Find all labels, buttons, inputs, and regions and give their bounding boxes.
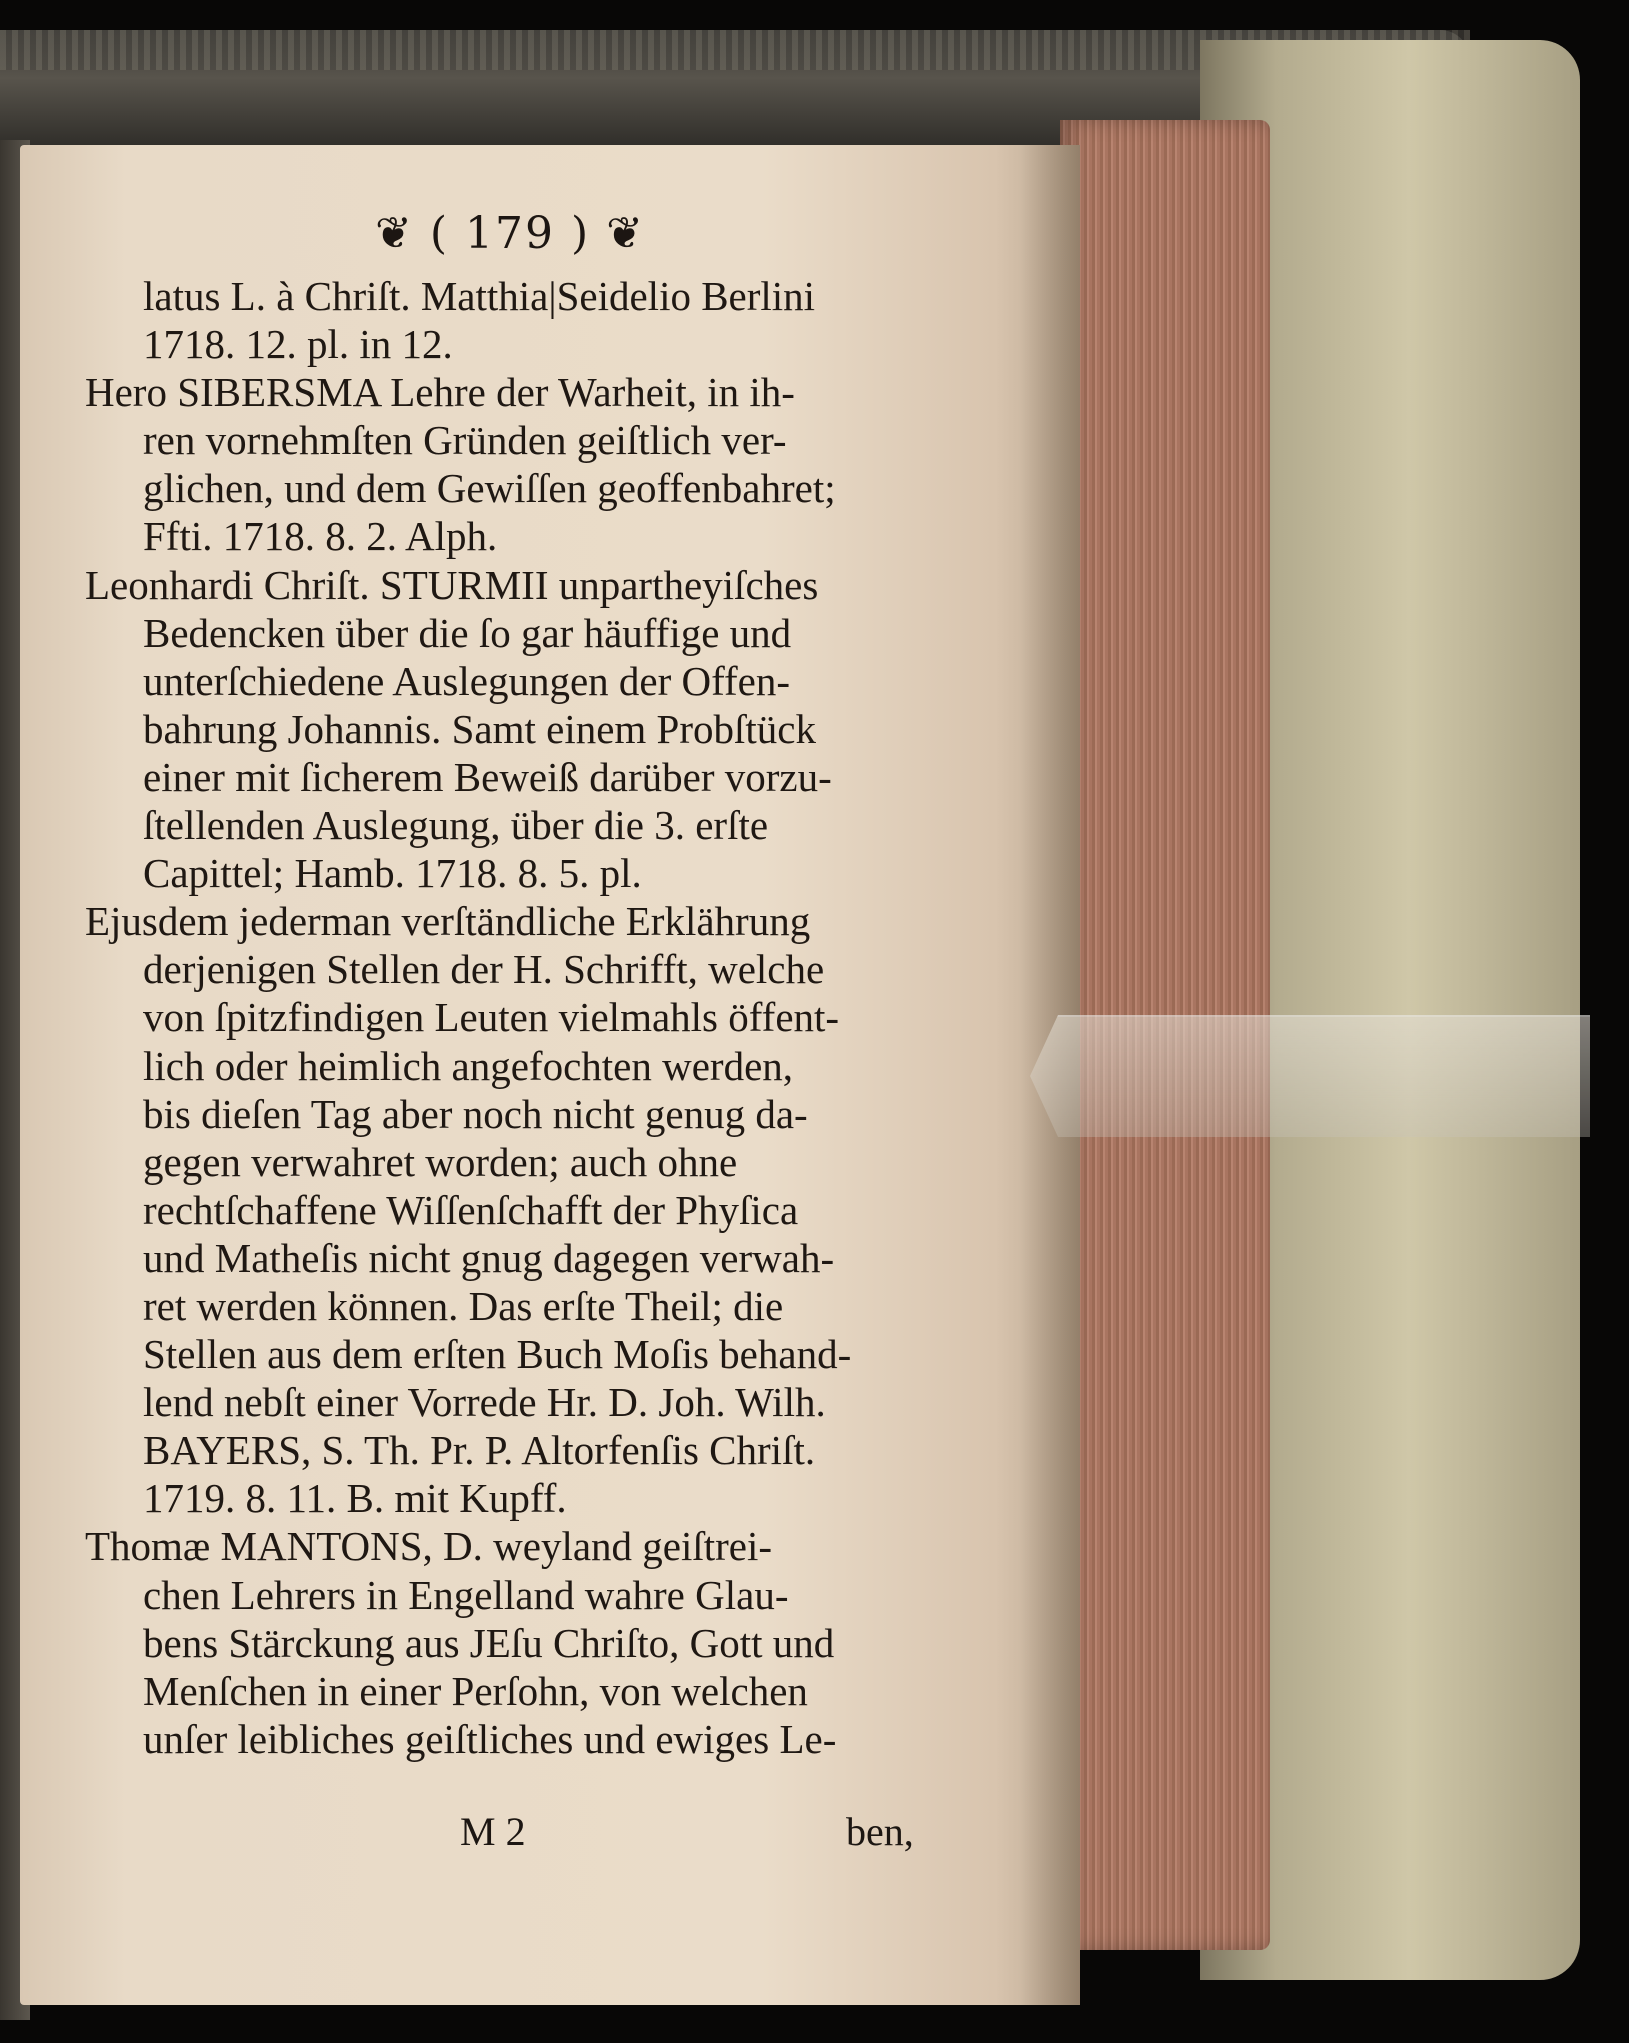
text-line: Menſchen in einer Perſohn, von welchen — [143, 1667, 808, 1714]
signature-mark: M 2 — [460, 1809, 526, 1854]
text-line: 1718. 12. pl. in 12. — [143, 321, 453, 368]
page-header: ❦ ( 179 ) ❦ — [375, 208, 645, 259]
text-line: ſtellenden Auslegung, über die 3. erſte — [143, 802, 769, 849]
text-line: Ffti. 1718. 8. 2. Alph. — [143, 513, 498, 560]
text-line: und Matheſis nicht gnug dagegen verwah- — [143, 1234, 835, 1281]
catchword: ben, — [846, 1809, 914, 1854]
text-line: einer mit ſicherem Beweiß darüber vorzu- — [143, 753, 832, 800]
bookmark-strip[interactable] — [1030, 1015, 1590, 1137]
text-line: Capittel; Hamb. 1718. 8. 5. pl. — [143, 850, 642, 897]
text-line: lend nebſt einer Vorrede Hr. D. Joh. Wilh. — [143, 1379, 826, 1426]
text-line: Stellen aus dem erſten Buch Moſis behand- — [143, 1331, 852, 1378]
text-line: Hero SIBERSMA Lehre der Warheit, in ih- — [85, 369, 795, 416]
text-line: ren vornehmſten Gründen geiſtlich ver- — [143, 417, 787, 464]
text-line: bens Stärckung aus JEſu Chriſto, Gott und — [143, 1619, 835, 1666]
page-text — [85, 272, 985, 1763]
text-line: chen Lehrers in Engelland wahre Glau- — [143, 1571, 789, 1618]
text-line: unſer leibliches geiſtliches und ewiges Le- — [143, 1715, 837, 1762]
text-line: rechtſchaffene Wiſſenſchafft der Phyſica — [143, 1186, 799, 1233]
text-line: lich oder heimlich angefochten werden, — [143, 1042, 794, 1089]
text-line: Leonhardi Chriſt. STURMII unpartheyiſches — [85, 561, 819, 608]
text-line: Thomæ MANTONS, D. weyland geiſtrei- — [85, 1523, 773, 1570]
text-line: 1719. 8. 11. B. mit Kupff. — [143, 1475, 567, 1522]
text-line: unterſchiedene Auslegungen der Offen- — [143, 657, 791, 704]
text-line: bahrung Johannis. Samt einem Probſtück — [143, 705, 816, 752]
text-line: glichen, und dem Gewiſſen geoffenbahret; — [143, 465, 836, 512]
text-line: Ejusdem jederman verſtändliche Erklährung — [85, 898, 811, 945]
text-line: derjenigen Stellen der H. Schrifft, welche — [143, 946, 825, 993]
text-line: BAYERS, S. Th. Pr. P. Altorfenſis Chriſt. — [143, 1427, 816, 1474]
text-line: bis dieſen Tag aber noch nicht genug da- — [143, 1090, 808, 1137]
text-line: latus L. à Chriſt. Matthia|Seidelio Berlini — [143, 273, 816, 319]
text-line: Bedencken über die ſo gar häuffige und — [143, 609, 792, 656]
text-line: ret werden können. Das erſte Theil; die — [143, 1282, 784, 1329]
text-line: gegen verwahret worden; auch ohne — [143, 1138, 738, 1185]
text-line: von ſpitzfindigen Leuten vielmahls öffent- — [143, 994, 840, 1041]
